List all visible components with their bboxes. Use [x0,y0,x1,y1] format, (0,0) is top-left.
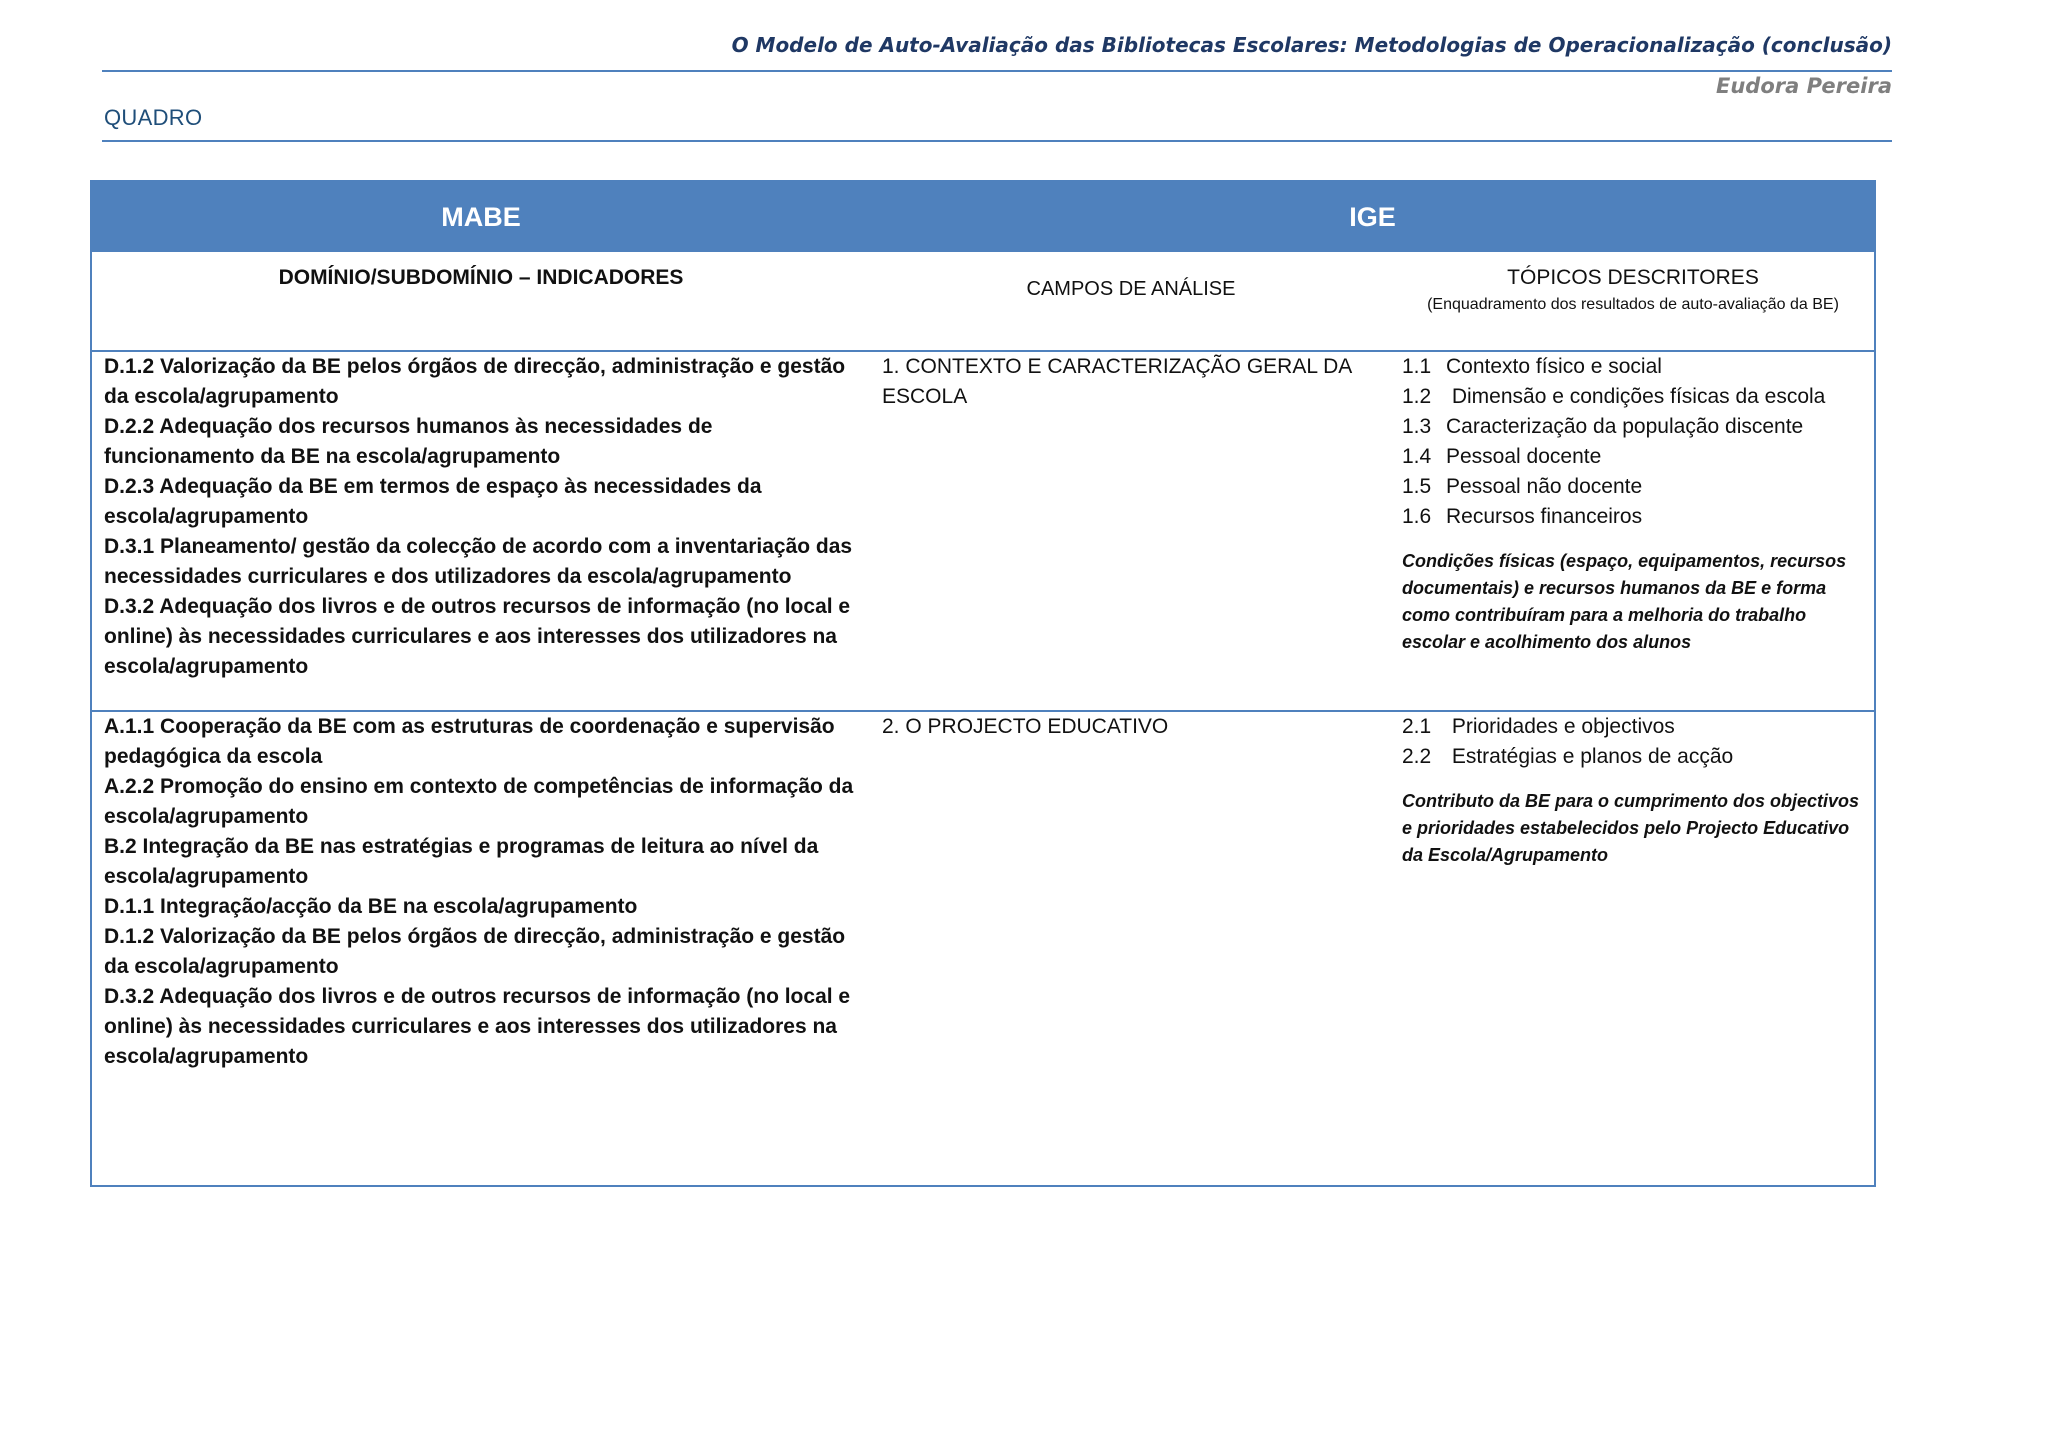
topic-item: 2.1 Prioridades e objectivos [1402,715,1675,738]
indicator-item: A.1.1 Cooperação da BE com as estruturas de coordenação e supervisão pedagógica da escola [104,715,835,768]
row-2-indicators [104,712,864,1072]
topic-note: Contributo da BE para o cumprimento dos objectivos e prioridades estabelecidos pelo Projecto Educativo da Escola/Agrupamento [1402,791,1860,865]
indicator-item: D.2.2 Adequação dos recursos humanos às necessidades de funcionamento da BE na escola/agrupamento [104,415,713,468]
row-2-topicos [1402,712,1872,869]
topic-note: Condições físicas (espaço, equipamentos, recursos documentais) e recursos humanos da BE e forma como contribuíram para a melhoria do trabalho escolar e acolhimento dos alunos [1402,551,1847,652]
mapping-table [90,180,1876,1187]
indicator-item: D.2.3 Adequação da BE em termos de espaço às necessidades da escola/agrupamento [104,475,762,528]
topic-item: 1.2 Dimensão e condições físicas da escola [1402,385,1826,408]
row-2-campo: 2. O PROJECTO EDUCATIVO [882,715,1169,738]
header-rule [102,70,1892,72]
topic-item: 2.2 Estratégias e planos de acção [1402,745,1734,768]
indicator-item: D.1.1 Integração/acção da BE na escola/agrupamento [104,895,638,918]
row-1-topicos [1402,352,1872,656]
header-domain: DOMÍNIO/SUBDOMÍNIO – INDICADORES [278,266,684,289]
section-label: QUADRO [104,105,203,130]
row-1-indicators [104,352,864,682]
topic-item: 1.1 Contexto físico e social [1402,355,1662,378]
header-topicos-title: TÓPICOS DESCRITORES [1507,266,1759,289]
topic-item: 1.3 Caracterização da população discente [1402,415,1804,438]
indicator-item: D.1.2 Valorização da BE pelos órgãos de direcção, administração e gestão da escola/agrupamento [104,925,846,978]
indicator-item: D.3.2 Adequação dos livros e de outros recursos de informação (no local e online) às necessidades curriculares e aos interesses dos utilizadores na escola/agrupamento [104,985,851,1068]
indicator-item: B.2 Integração da BE nas estratégias e programas de leitura ao nível da escola/agrupamento [104,835,819,888]
indicator-item: A.2.2 Promoção do ensino em contexto de competências de informação da escola/agrupamento [104,775,854,828]
band-ige: IGE [1349,202,1396,232]
indicator-item: D.1.2 Valorização da BE pelos órgãos de direcção, administração e gestão da escola/agrupamento [104,355,846,408]
topic-item: 1.4 Pessoal docente [1402,445,1602,468]
band-mabe: MABE [441,202,521,232]
author-name: Eudora Pereira [1716,74,1892,98]
header-campos: CAMPOS DE ANÁLISE [1026,278,1236,300]
indicator-item: D.3.2 Adequação dos livros e de outros recursos de informação (no local e online) às necessidades curriculares e aos interesses dos utilizadores na escola/agrupamento [104,595,851,678]
indicator-item: D.3.1 Planeamento/ gestão da colecção de acordo com a inventariação das necessidades curriculares e dos utilizadores da escola/agrupamento [104,535,853,588]
document-title: O Modelo de Auto-Avaliação das Bibliotecas Escolares: Metodologias de Operacionalização (conclusão) [731,33,1892,57]
section-rule [102,140,1892,142]
row-1-campo: 1. CONTEXTO E CARACTERIZAÇÃO GERAL DA ESCOLA [882,355,1352,408]
topic-item: 1.6 Recursos financeiros [1402,505,1643,528]
table-band [92,182,1874,252]
header-topicos [1392,266,1874,314]
topic-item: 1.5 Pessoal não docente [1402,475,1643,498]
header-topicos-subtitle: (Enquadramento dos resultados de auto-avaliação da BE) [1427,296,1839,313]
